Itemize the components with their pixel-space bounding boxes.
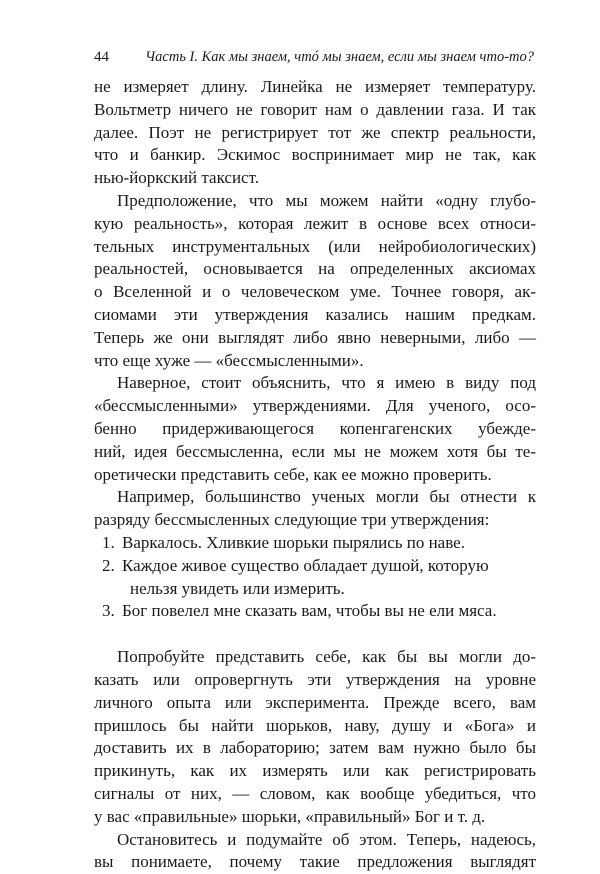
list-item-text: Варкалось. Хливкие шорьки пырялись по наве. xyxy=(122,532,465,555)
running-title: Часть I. Как мы знаем, чтó мы знаем, если мы знаем что-то? xyxy=(145,48,534,66)
text-line: ний, идея бессмысленна, если мы не можем хотя бы те- xyxy=(94,441,536,464)
paragraph xyxy=(94,190,536,372)
text-line: бенно придерживающегося копенгагенских убежде- xyxy=(94,418,536,441)
text-line: что и банкир. Эскимос воспринимает мир не так, как xyxy=(94,144,536,167)
text-line: Теперь же они выглядят либо явно неверными, либо — xyxy=(94,327,536,350)
numbered-list xyxy=(94,532,536,623)
text-line: нью-йоркский таксист. xyxy=(94,167,536,190)
text-line: Наверное, стоит объяснить, что я имею в виду под xyxy=(94,372,536,395)
text-line: доставить их в лабораторию; затем вам нужно было бы xyxy=(94,737,536,760)
text-line: реальностей, основывается на определенных аксиомах xyxy=(94,258,536,281)
list-marker: 2. xyxy=(94,555,122,578)
text-line: пришлось бы найти шорьков, наву, душу и «Бога» и xyxy=(94,715,536,738)
text-line: сиомами эти утверждения казались нашим предкам. xyxy=(94,304,536,327)
text-line: сигналы от них, — словом, как вообще убедиться, что xyxy=(94,783,536,806)
list-marker: 3. xyxy=(94,600,122,623)
text-line: разряду бессмысленных следующие три утверждения: xyxy=(94,509,536,532)
text-line: Например, большинство ученых могли бы отнести к xyxy=(94,486,536,509)
paragraph xyxy=(94,76,536,190)
paragraph xyxy=(94,486,536,532)
list-item xyxy=(94,555,536,578)
text-line: казать или опровергнуть эти утверждения на уровне xyxy=(94,669,536,692)
text-line: личного опыта или эксперимента. Прежде всего, вам xyxy=(94,692,536,715)
text-line: что еще хуже — «бессмысленными». xyxy=(94,350,536,373)
text-line: Вольтметр ничего не говорит нам о давлении газа. И так xyxy=(94,99,536,122)
text-line: Предположение, что мы можем найти «одну глубо- xyxy=(94,190,536,213)
page-body xyxy=(94,76,536,874)
text-line: кую реальность», которая лежит в основе всех относи- xyxy=(94,213,536,236)
text-line: далее. Поэт не регистрирует тот же спектр реальности, xyxy=(94,122,536,145)
running-header xyxy=(94,48,534,66)
list-item-text: нельзя увидеть или измерить. xyxy=(130,578,345,601)
text-line: тельных инструментальных (или нейробиологических) xyxy=(94,236,536,259)
list-item xyxy=(94,600,536,623)
text-line: оретически представить себе, как ее можно проверить. xyxy=(94,464,536,487)
text-line: Остановитесь и подумайте об этом. Теперь, надеюсь, xyxy=(94,829,536,852)
paragraph xyxy=(94,372,536,486)
text-line: прикинуть, как их измерять или как регистрировать xyxy=(94,760,536,783)
list-item-text: Бог повелел мне сказать вам, чтобы вы не ели мяса. xyxy=(122,600,497,623)
section-gap xyxy=(94,623,536,646)
text-line: «бессмысленными» утверждениями. Для ученого, осо- xyxy=(94,395,536,418)
list-item-text: Каждое живое существо обладает душой, которую xyxy=(122,555,489,578)
page-number: 44 xyxy=(94,48,109,66)
paragraph xyxy=(94,829,536,874)
text-line: вы понимаете, почему такие предложения выглядят xyxy=(94,851,536,874)
text-line: не измеряет длину. Линейка не измеряет температуру. xyxy=(94,76,536,99)
list-item-continuation xyxy=(94,578,536,601)
list-marker: 1. xyxy=(94,532,122,555)
text-line: Попробуйте представить себе, как бы вы могли до- xyxy=(94,646,536,669)
list-item xyxy=(94,532,536,555)
text-line: у вас «правильные» шорьки, «правильный» Бог и т. д. xyxy=(94,806,536,829)
paragraph xyxy=(94,646,536,828)
text-line: о Вселенной и о человеческом уме. Точнее говоря, ак- xyxy=(94,281,536,304)
